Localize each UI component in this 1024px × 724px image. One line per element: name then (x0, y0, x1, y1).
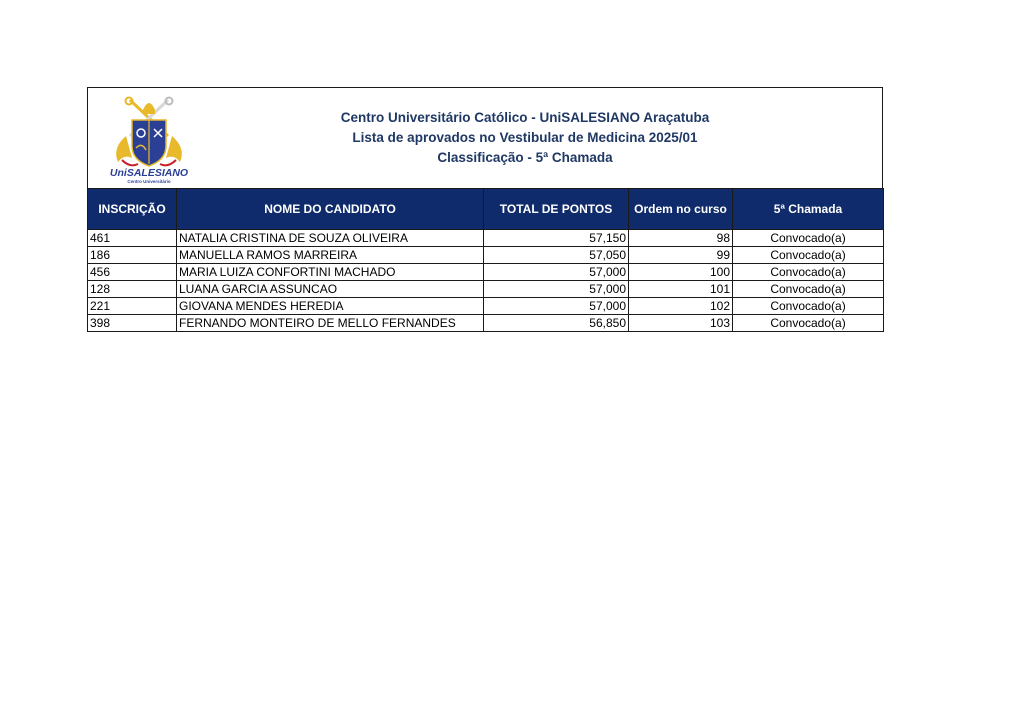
cell-inscricao: 128 (88, 281, 177, 298)
title-institution: Centro Universitário Católico - UniSALESIANO Araçatuba (340, 110, 710, 125)
table-header-row (88, 189, 884, 230)
cell-nome: MANUELLA RAMOS MARREIRA (177, 247, 484, 264)
column-header-nome: NOME DO CANDIDATO (177, 189, 484, 230)
cell-ordem: 102 (629, 298, 733, 315)
logo-brand-text: UniSALESIANO (109, 167, 189, 179)
table-row (88, 264, 884, 281)
column-header-inscricao: INSCRIÇÃO (88, 189, 177, 230)
document-titles (258, 108, 792, 168)
cell-ordem: 100 (629, 264, 733, 281)
cell-nome: LUANA GARCIA ASSUNCAO (177, 281, 484, 298)
cell-ordem: 98 (629, 230, 733, 247)
cell-inscricao: 456 (88, 264, 177, 281)
column-header-chamada: 5ª Chamada (733, 189, 884, 230)
cell-nome: MARIA LUIZA CONFORTINI MACHADO (177, 264, 484, 281)
cell-status: Convocado(a) (733, 230, 884, 247)
cell-pontos: 57,000 (484, 298, 629, 315)
table-row (88, 315, 884, 332)
document-sheet (87, 87, 883, 332)
table-row (88, 298, 884, 315)
cell-status: Convocado(a) (733, 298, 884, 315)
cell-pontos: 56,850 (484, 315, 629, 332)
cell-ordem: 103 (629, 315, 733, 332)
cell-pontos: 57,000 (484, 264, 629, 281)
cell-pontos: 57,050 (484, 247, 629, 264)
logo-sub-text: Centro Universitário (127, 179, 171, 184)
cell-inscricao: 186 (88, 247, 177, 264)
cell-status: Convocado(a) (733, 315, 884, 332)
column-header-pontos: TOTAL DE PONTOS (484, 189, 629, 230)
table-row (88, 247, 884, 264)
table-row (88, 281, 884, 298)
title-list: Lista de aprovados no Vestibular de Medicina 2025/01 (352, 130, 698, 145)
cell-status: Convocado(a) (733, 281, 884, 298)
cell-nome: NATALIA CRISTINA DE SOUZA OLIVEIRA (177, 230, 484, 247)
cell-inscricao: 221 (88, 298, 177, 315)
cell-pontos: 57,150 (484, 230, 629, 247)
cell-inscricao: 398 (88, 315, 177, 332)
document-header (87, 87, 883, 188)
cell-ordem: 101 (629, 281, 733, 298)
column-header-ordem: Ordem no curso (629, 189, 733, 230)
cell-status: Convocado(a) (733, 247, 884, 264)
cell-pontos: 57,000 (484, 281, 629, 298)
cell-nome: FERNANDO MONTEIRO DE MELLO FERNANDES (177, 315, 484, 332)
table-row (88, 230, 884, 247)
approved-candidates-table (87, 188, 884, 332)
cell-inscricao: 461 (88, 230, 177, 247)
cell-ordem: 99 (629, 247, 733, 264)
title-classification: Classificação - 5ª Chamada (437, 150, 613, 165)
unisalesiano-logo (108, 96, 190, 184)
cell-status: Convocado(a) (733, 264, 884, 281)
cell-nome: GIOVANA MENDES HEREDIA (177, 298, 484, 315)
